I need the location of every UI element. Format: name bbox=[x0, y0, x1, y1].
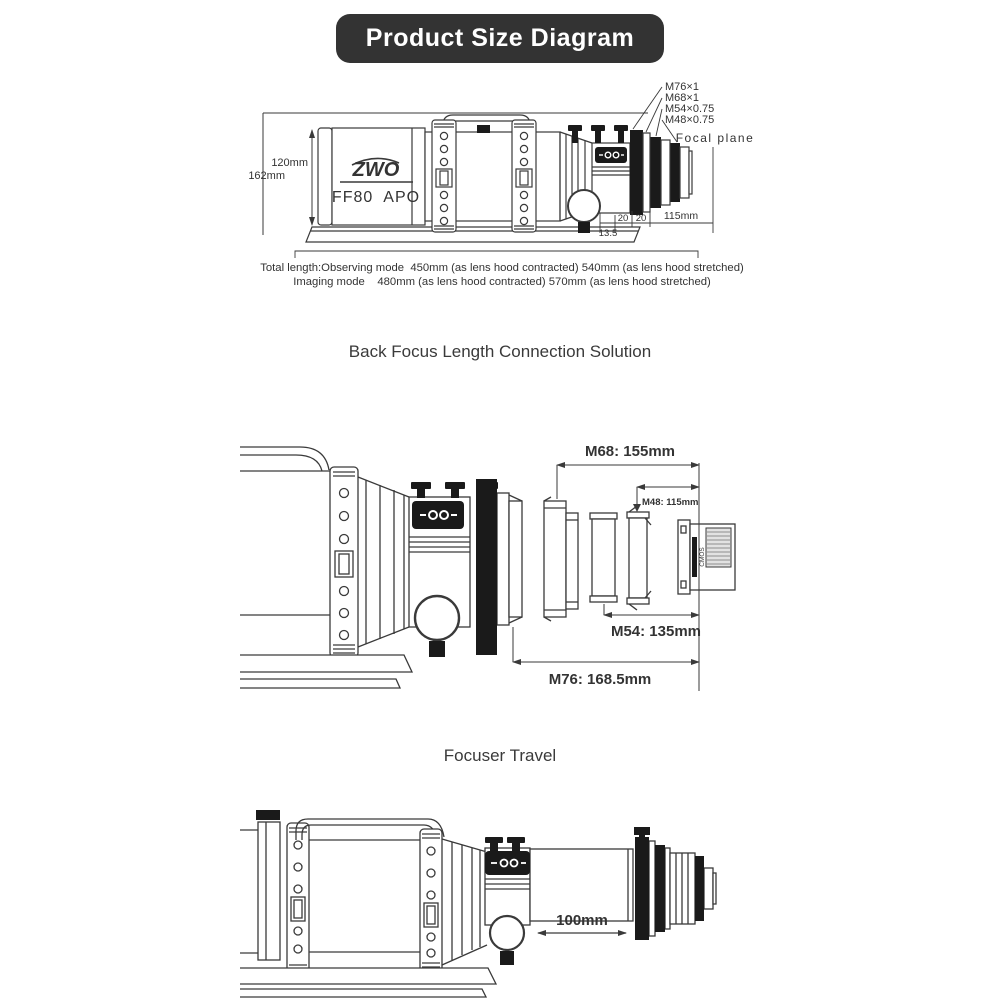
dovetail-plate bbox=[240, 655, 412, 688]
dim-100mm-label: 100mm bbox=[556, 912, 608, 929]
total-length-line1: Total length:Observing mode 450mm (as lens hood contracted) 540mm (as lens hood stretched) bbox=[260, 262, 744, 274]
brand-logo: ZWO bbox=[352, 159, 400, 181]
dim-115: 115mm bbox=[663, 210, 699, 222]
back-focus-heading: Back Focus Length Connection Solution bbox=[348, 342, 652, 361]
size-diagram bbox=[0, 75, 1000, 293]
thread-label-m48: M48×0.75 bbox=[665, 114, 715, 126]
thread-label-m76: M76×1 bbox=[665, 81, 699, 93]
focal-plane-label: Focal plane bbox=[675, 131, 755, 145]
cmos-label: CMOS bbox=[699, 547, 706, 567]
dim-20-b: 20 bbox=[635, 213, 647, 224]
page-title: Product Size Diagram bbox=[336, 14, 664, 63]
tube-ring bbox=[432, 120, 456, 232]
back-focus-diagram bbox=[0, 425, 1000, 705]
page-title-wrap bbox=[0, 14, 1000, 63]
tube-ring bbox=[512, 120, 536, 232]
focuser-travel-diagram bbox=[0, 785, 1000, 1000]
dim-20-a: 20 bbox=[617, 213, 629, 224]
total-length-line2: Imaging mode 480mm (as lens hood contracted) 570mm (as lens hood stretched) bbox=[293, 276, 711, 288]
dim-162-label: 162mm bbox=[248, 170, 285, 182]
dim-13-5: 13.5 bbox=[598, 228, 618, 239]
telescope-side-view bbox=[263, 113, 648, 242]
dim-m76-label: M76: 168.5mm bbox=[548, 671, 652, 688]
model-label: FF80 APO bbox=[331, 189, 421, 206]
dim-m48-label: M48: 115mm bbox=[642, 497, 699, 508]
dim-m68-label: M68: 155mm bbox=[584, 443, 676, 460]
dim-m54-label: M54: 135mm bbox=[610, 623, 702, 640]
dim-120-label: 120mm bbox=[271, 157, 308, 169]
thread-label-m54: M54×0.75 bbox=[665, 103, 715, 115]
thread-label-m68: M68×1 bbox=[665, 92, 699, 104]
focuser-travel-heading: Focuser Travel bbox=[443, 746, 557, 765]
